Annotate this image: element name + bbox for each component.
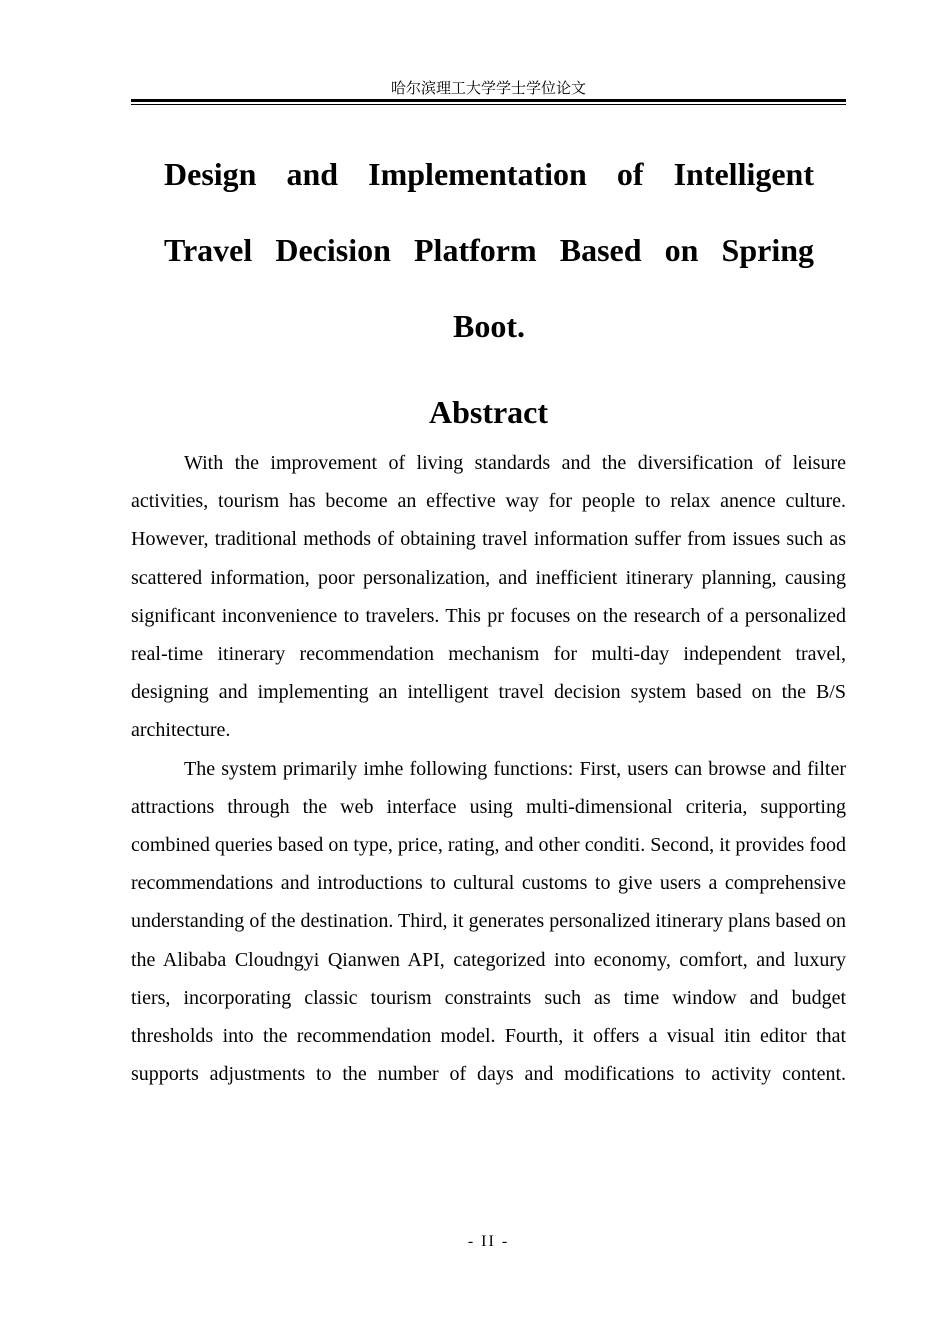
paper-title: Design and Implementation of Intelligent Travel Decision Platform Based on Spring Boot. [164,156,814,344]
abstract-paragraph-2: The system primarily imhe following functions: First, users can browse and filter attractions through the web interface using multi-dimensional criteria, supporting combined queries based on type, price, rating, and other conditi. Second, it provides food recommendations and introductions to cultural customs to give users a comprehensive understanding of the destination. Third, it generates personalized itinerary plans based on the Alibaba Cloudngyi Qianwen API, categorized into economy, comfort, and luxury tiers, incorporating classic tourism constraints such as time window and budget thresholds into the recommendation model. Fourth, it offers a visual itin editor that supports adjustments to the number of days and modifications to activity content. [131,757,846,1086]
header-rule-thin [131,104,846,105]
abstract-paragraph-1: With the improvement of living standards and the diversification of leisure activities, tourism has become an effective way for people to relax anence culture. However, traditional methods of obtaining travel information suffer from issues such as scattered information, poor personalization, and inefficient itinerary planning, causing significant inconvenience to travelers. This pr focuses on the research of a personalized real-time itinerary recommendation mechanism for multi-day independent travel, designing and implementing an intelligent travel decision system based on the B/S architecture. [131,452,846,742]
running-header: 哈尔滨理工大学学士学位论文 [390,79,586,97]
abstract-heading: Abstract [428,394,549,430]
page-number: - II - [467,1233,510,1250]
abstract-body [131,444,846,1093]
header-rule-thick [131,99,846,102]
